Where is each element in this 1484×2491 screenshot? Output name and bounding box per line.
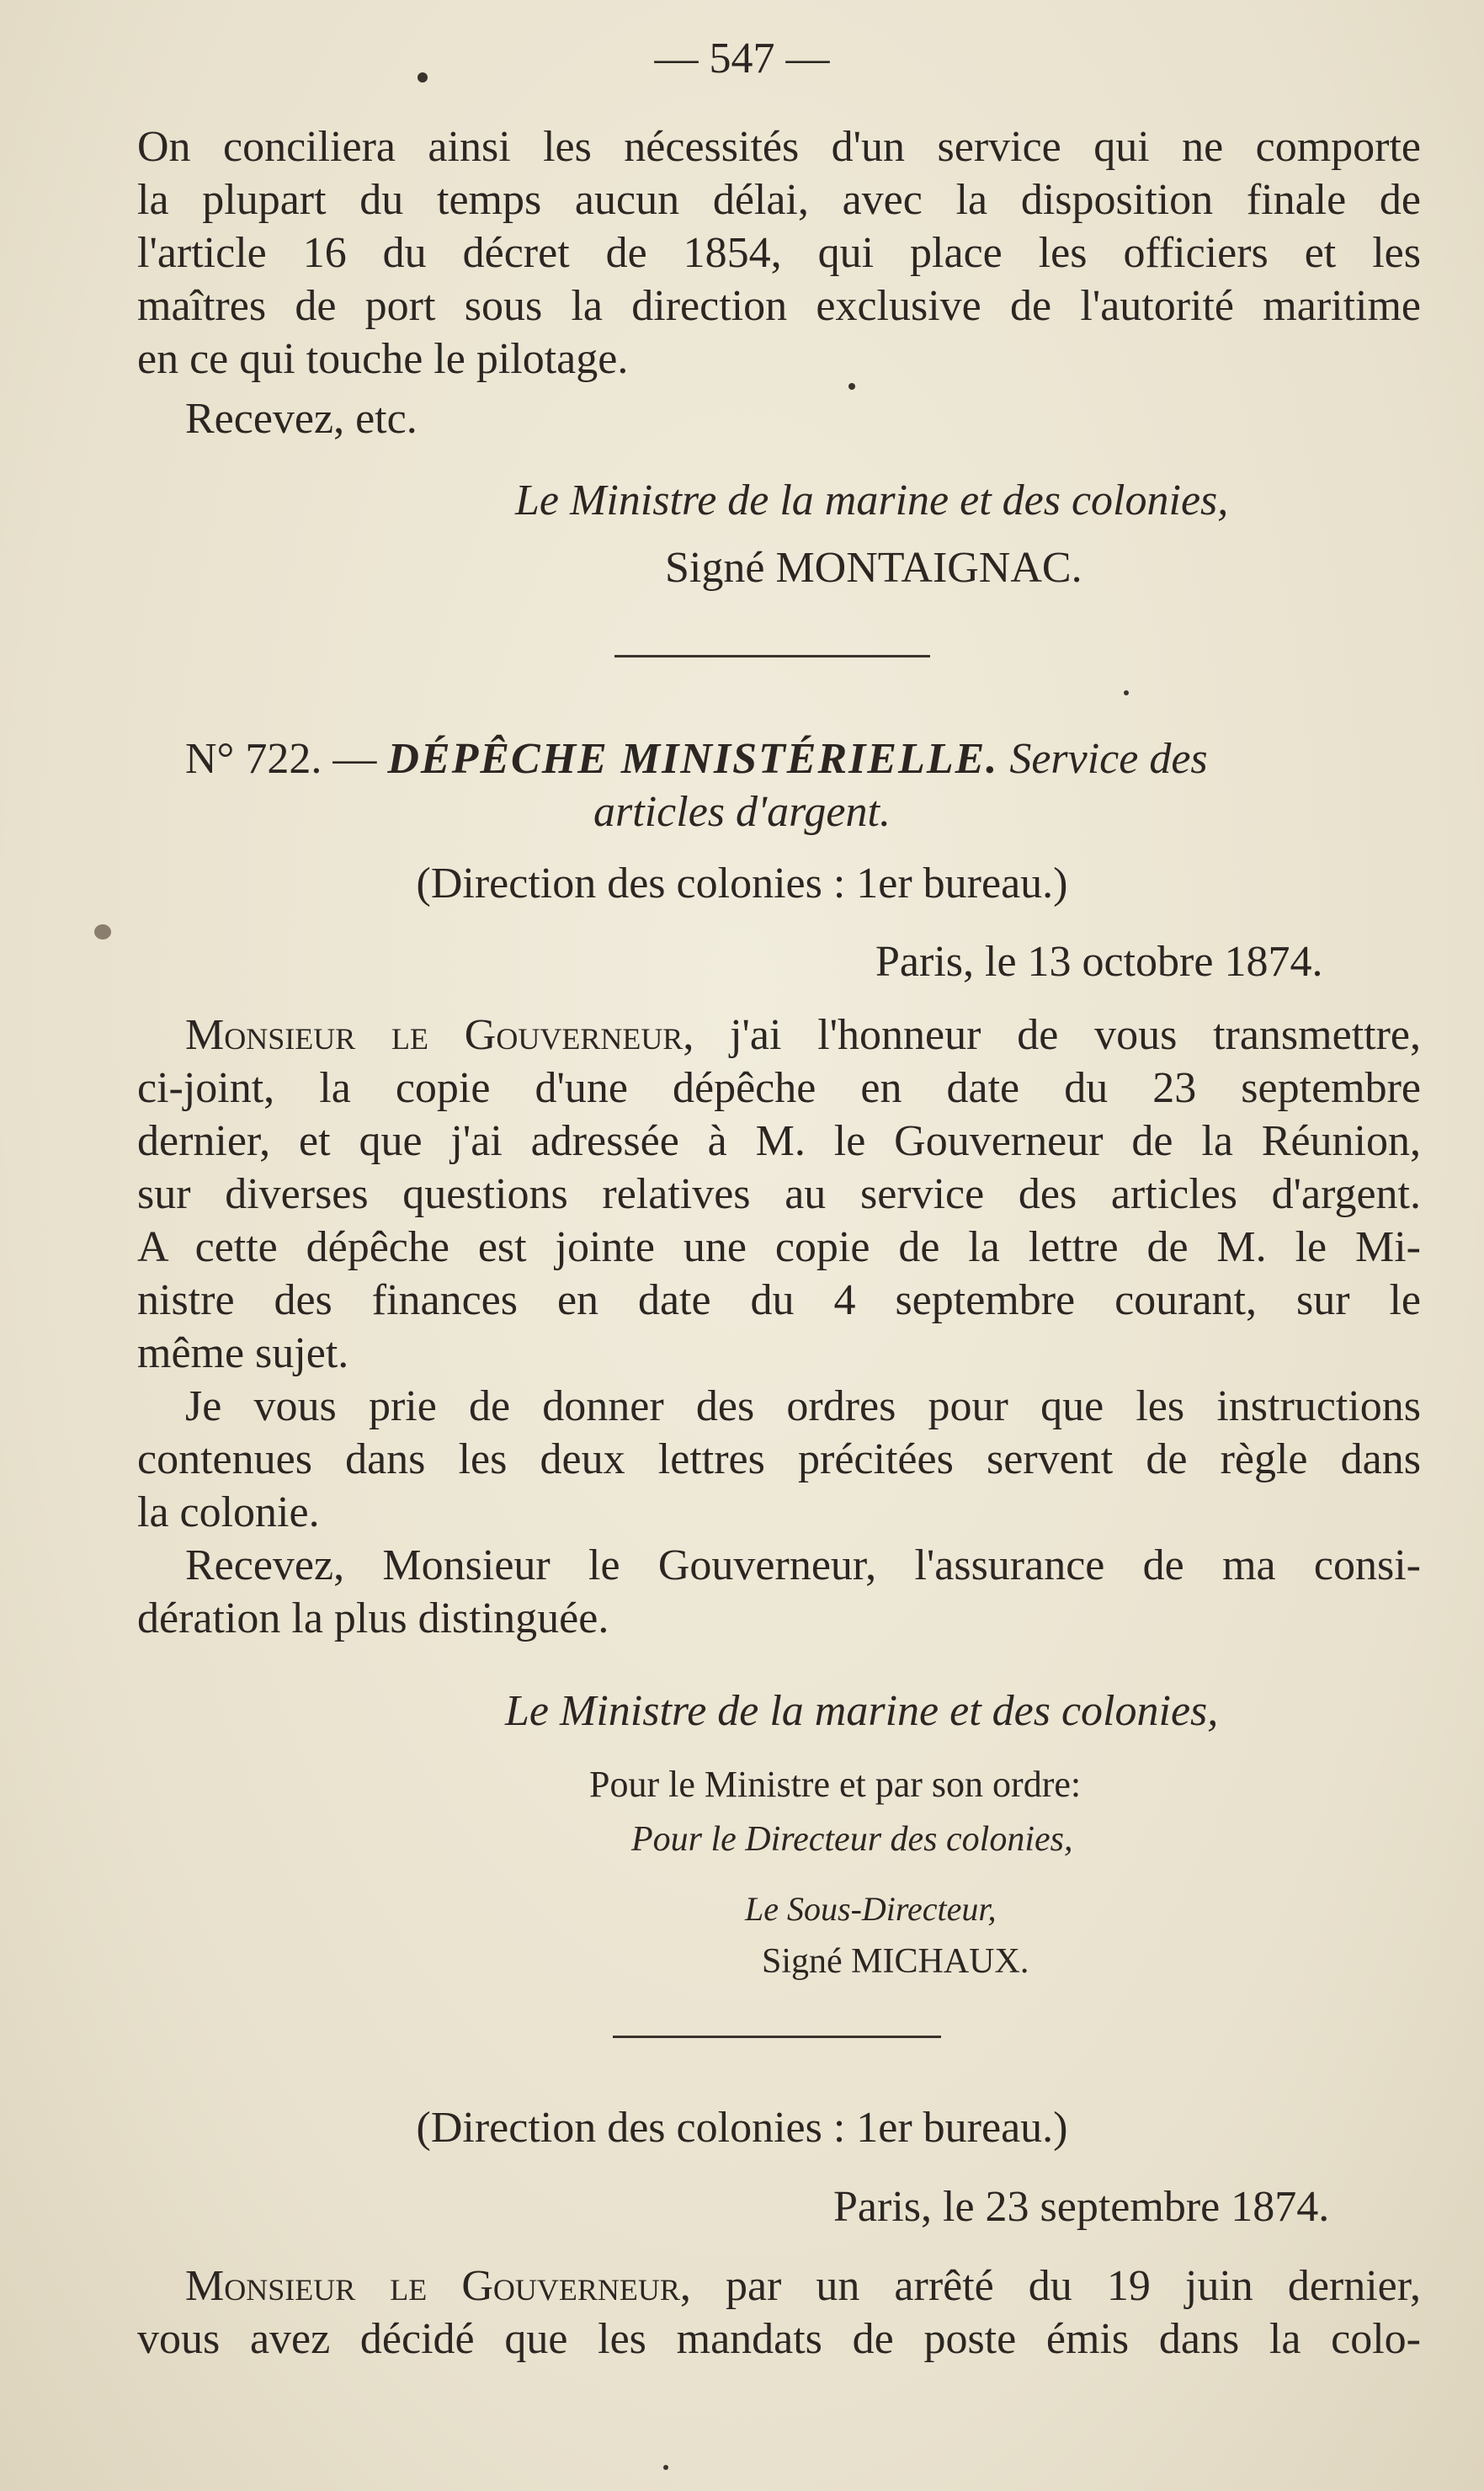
text-line: même sujet. xyxy=(137,1329,349,1377)
text-line: On conciliera ainsi les nécessités d'un service qui ne comporte xyxy=(137,123,1421,171)
text-line: en ce qui touche le pilotage. xyxy=(137,335,629,383)
text-line: la colonie. xyxy=(137,1488,320,1536)
signature-title: Le Ministre de la marine et des colonies, xyxy=(505,1687,1219,1735)
signature-name: Signé MICHAUX. xyxy=(762,1942,1029,1981)
ink-speck xyxy=(418,72,428,83)
date-line: Paris, le 13 octobre 1874. xyxy=(875,938,1323,986)
text-line: nistre des finances en date du 4 septembre courant, sur le xyxy=(137,1276,1421,1324)
signature-for-minister: Pour le Ministre et par son ordre: xyxy=(589,1764,1082,1805)
text-line: par un arrêté du 19 juin dernier, xyxy=(725,2262,1421,2310)
direction-header: (Direction des colonies : 1er bureau.) xyxy=(416,860,1068,908)
dispatch-number: N° 722. — xyxy=(185,735,377,783)
signature-name: Signé MONTAIGNAC. xyxy=(665,544,1082,592)
salutation: Monsieur le Gouverneur, xyxy=(185,2262,691,2310)
section-divider xyxy=(613,2036,941,2038)
text-line: ci-joint, la copie d'une dépêche en date du 23 septembre xyxy=(137,1064,1421,1112)
section-divider xyxy=(614,655,930,657)
text-line: maîtres de port sous la direction exclusive de l'autorité maritime xyxy=(137,282,1421,330)
text-line: j'ai l'honneur de vous transmettre, xyxy=(730,1011,1421,1059)
salutation: Monsieur le Gouverneur, xyxy=(185,1011,694,1059)
dispatch-title: DÉPÊCHE MINISTÉRIELLE. xyxy=(387,735,999,783)
ink-speck xyxy=(94,924,111,939)
text-line: vous avez décidé que les mandats de poste émis dans la colo- xyxy=(137,2315,1421,2363)
text-line: contenues dans les deux lettres précitées servent de règle dans xyxy=(137,1435,1421,1483)
dispatch-subject: Service des xyxy=(1009,735,1208,783)
text-line: dération la plus distinguée. xyxy=(137,1594,609,1642)
signature-title: Le Ministre de la marine et des colonies, xyxy=(515,476,1229,524)
dispatch-subject-cont: articles d'argent. xyxy=(593,788,891,836)
signature-for-director: Pour le Directeur des colonies, xyxy=(631,1820,1073,1859)
text-line: Recevez, Monsieur le Gouverneur, l'assurance de ma consi- xyxy=(185,1541,1421,1589)
signature-sub-director: Le Sous-Directeur, xyxy=(745,1890,997,1928)
text-line: l'article 16 du décret de 1854, qui place les officiers et les xyxy=(137,229,1421,277)
date-line: Paris, le 23 septembre 1874. xyxy=(833,2183,1330,2231)
page-number: — 547 — xyxy=(654,35,830,83)
ink-speck xyxy=(1124,690,1129,695)
ink-speck xyxy=(848,383,855,390)
text-line: dernier, et que j'ai adressée à M. le Gouverneur de la Réunion, xyxy=(137,1117,1421,1165)
text-line: sur diverses questions relatives au service des articles d'argent. xyxy=(137,1170,1421,1218)
text-line: A cette dépêche est jointe une copie de la lettre de M. le Mi- xyxy=(137,1223,1421,1271)
closing-formula: Recevez, etc. xyxy=(185,395,418,443)
text-line: Je vous prie de donner des ordres pour que les instructions xyxy=(185,1382,1421,1430)
text-line: la plupart du temps aucun délai, avec la disposition finale de xyxy=(137,176,1421,224)
direction-header: (Direction des colonies : 1er bureau.) xyxy=(416,2104,1068,2152)
ink-speck xyxy=(663,2465,668,2470)
